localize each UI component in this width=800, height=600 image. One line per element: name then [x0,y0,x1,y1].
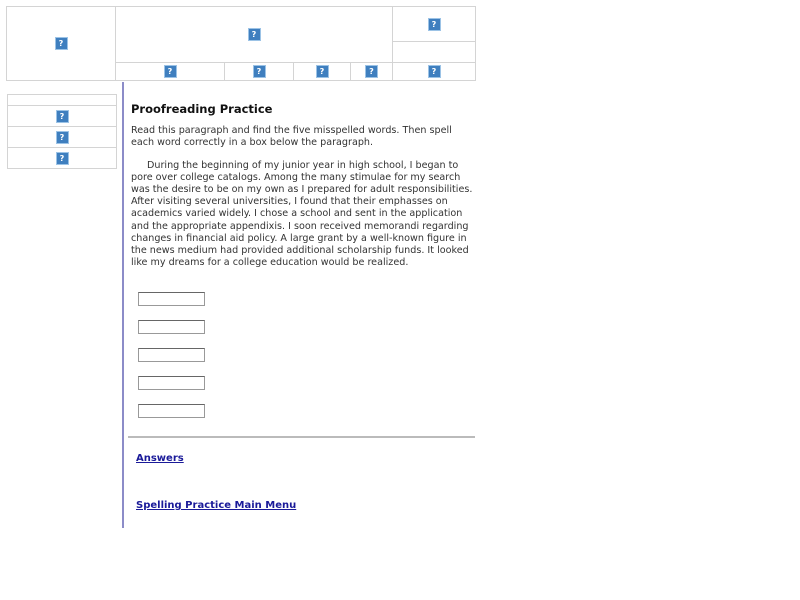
divider [128,436,475,438]
broken-image-icon: ? [164,65,177,78]
header-logo-cell [6,6,116,81]
answer-input-1[interactable] [138,292,205,306]
answer-input-2[interactable] [138,320,205,334]
broken-image-icon: ? [316,65,329,78]
page-title: Proofreading Practice [131,102,273,116]
broken-image-icon: ? [365,65,378,78]
broken-image-icon: ? [56,110,69,123]
broken-image-icon: ? [56,131,69,144]
broken-image-icon: ? [428,18,441,31]
nav-tab-1[interactable] [115,62,225,81]
answer-input-5[interactable] [138,404,205,418]
sidebar-item-1[interactable] [7,105,117,127]
broken-image-icon: ? [253,65,266,78]
nav-tab-4[interactable] [350,62,393,81]
nav-tab-3[interactable] [293,62,351,81]
content [131,103,476,279]
broken-image-icon: ? [56,152,69,165]
sidebar-item-2[interactable] [7,126,117,148]
header-banner-cell [115,6,393,63]
nav-tab-2[interactable] [224,62,294,81]
header-right-empty [392,41,476,63]
broken-image-icon: ? [55,37,68,50]
broken-image-icon: ? [428,65,441,78]
passage: During the beginning of my junior year in high school, I began to pore over college catalogs. Among the many stimulae for my search was the desire to be on my own as I prepared for adult responsibilities. After visiting several universities, I found that their emphasses on academics varied widely. I chose a school and sent in the application and the appropriate appendixis. I soon received memorandi regarding changes in financial aid policy. A large grant by a well-known figure in the news medium had provided additional scholarship funds. It looked like my dreams for a college education would be realized. [131,159,473,269]
sidebar-item-3[interactable] [7,147,117,169]
instructions: Read this paragraph and find the five misspelled words. Then spell each word correctly in a box below the paragraph. [131,125,452,149]
answer-input-4[interactable] [138,376,205,390]
header-right-cell [392,6,476,42]
answers-link[interactable]: Answers [136,453,184,464]
content-divider [122,82,124,528]
main-menu-link[interactable]: Spelling Practice Main Menu [136,500,297,511]
answer-input-3[interactable] [138,348,205,362]
nav-tab-5[interactable] [392,62,476,81]
broken-image-icon: ? [248,28,261,41]
